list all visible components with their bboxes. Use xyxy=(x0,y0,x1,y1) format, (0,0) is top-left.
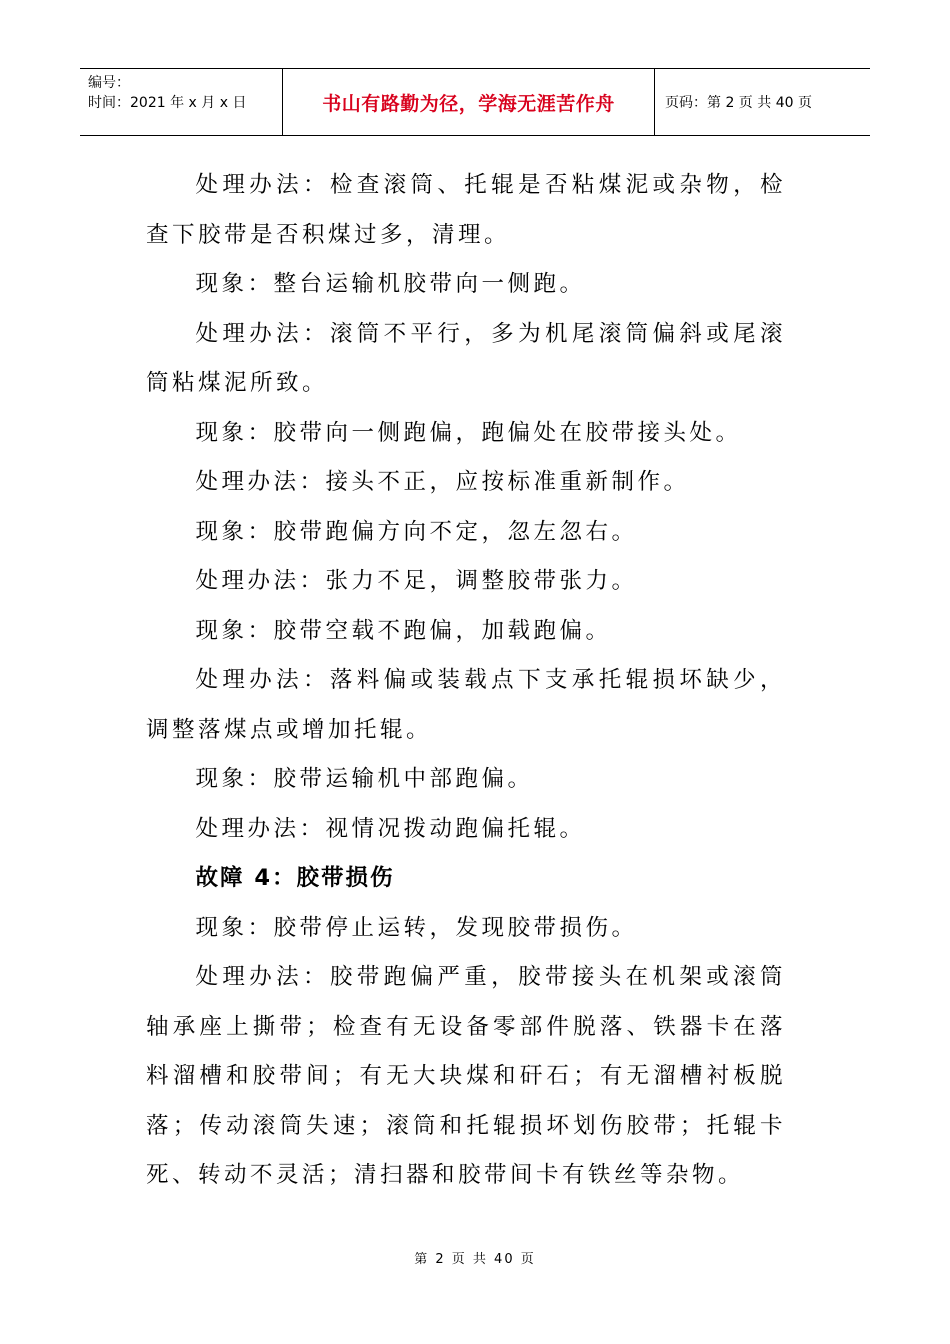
paragraph: 处理办法：视情况拨动跑偏托辊。 xyxy=(195,815,586,842)
header-motto: 书山有路勤为径，学海无涯苦作舟 xyxy=(322,92,615,115)
paragraph: 处理办法：滚筒不平行，多为机尾滚筒偏斜或尾滚筒粘煤泥所致。 xyxy=(146,320,786,396)
date-text: 时间：2021 年 x 月 x 日 xyxy=(88,95,247,111)
page-footer: 第 2 页 共 40 页 xyxy=(414,1252,536,1267)
section-heading: 故障 4：胶带损伤 xyxy=(195,865,395,891)
paragraph: 现象：胶带空载不跑偏，加载跑偏。 xyxy=(195,617,612,644)
paragraph: 处理办法：检查滚筒、托辊是否粘煤泥或杂物，检查下胶带是否积煤过多，清理。 xyxy=(146,172,786,248)
document-body xyxy=(146,161,786,1201)
paragraph: 处理办法：落料偏或装载点下支承托辊损坏缺少，调整落煤点或增加托辊。 xyxy=(146,667,786,743)
paragraph: 处理办法：胶带跑偏严重，胶带接头在机架或滚筒轴承座上撕带；检查有无设备零部件脱落、铁器卡在落料溜槽和胶带间；有无大块煤和矸石；有无溜槽衬板脱落；传动滚筒失速；滚筒和托辊损坏划伤胶带；托辊卡死、转动不灵活；清扫器和胶带间卡有铁丝等杂物。 xyxy=(146,964,786,1188)
header-page-info: 页码：第 2 页 共 40 页 xyxy=(665,95,812,111)
paragraph: 现象：整台运输机胶带向一侧跑。 xyxy=(195,271,586,297)
document-header xyxy=(80,68,870,136)
paragraph: 现象：胶带跑偏方向不定，忽左忽右。 xyxy=(195,518,638,545)
doc-number-label: 编号： xyxy=(88,75,130,91)
header-motto-cell xyxy=(282,69,655,135)
paragraph: 处理办法：接头不正，应按标准重新制作。 xyxy=(195,469,690,495)
paragraph: 现象：胶带运输机中部跑偏。 xyxy=(195,766,534,792)
header-meta-cell xyxy=(80,69,282,135)
paragraph: 现象：胶带向一侧跑偏，跑偏处在胶带接头处。 xyxy=(195,419,742,446)
paragraph: 现象：胶带停止运转，发现胶带损伤。 xyxy=(195,914,638,941)
paragraph: 处理办法：张力不足，调整胶带张力。 xyxy=(195,568,638,594)
header-page-cell xyxy=(655,69,870,135)
